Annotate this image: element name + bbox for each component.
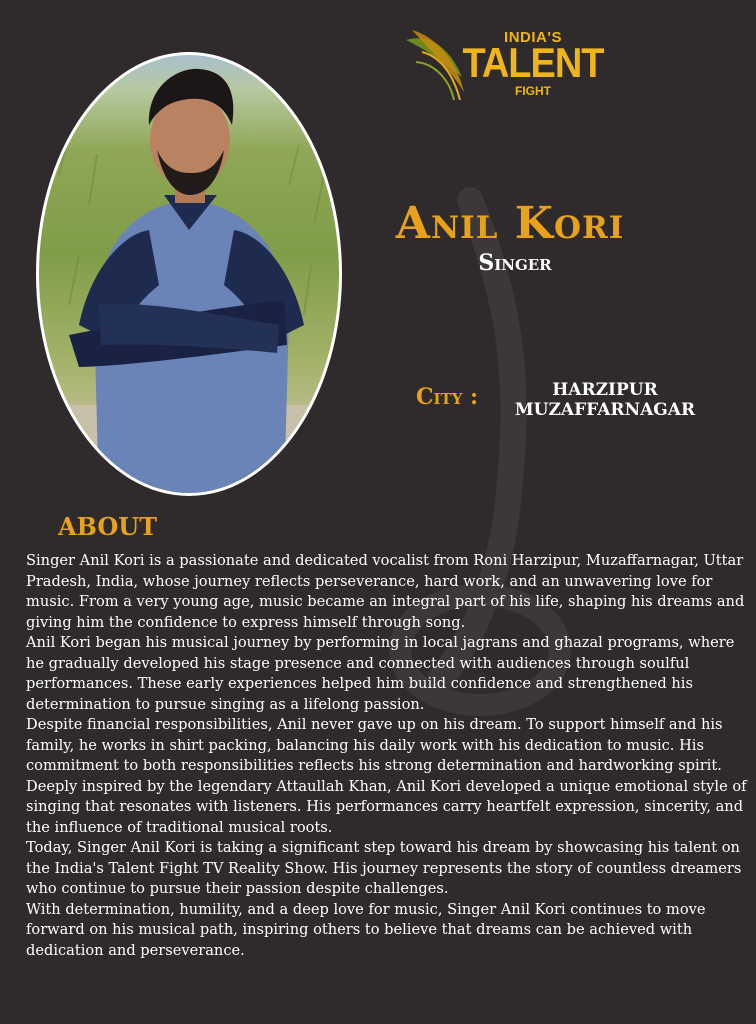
logo-line-2: TALENT: [462, 40, 604, 88]
about-paragraph: Deeply inspired by the legendary Attaullah Khan, Anil Kori developed a unique emotional style of singing that resonates with listeners. His performances carry heartfelt expression, sincerity, and the influence of traditional musical roots.: [26, 777, 747, 836]
city-line-1: HARZIPUR: [552, 380, 658, 400]
about-heading: ABOUT: [58, 512, 158, 541]
city-value: [492, 380, 718, 420]
about-paragraph: Today, Singer Anil Kori is taking a significant step toward his dream by showcasing his talent on the India's Talent Fight TV Reality Show. His journey represents the story of countless dreamers who continue to pursue their passion despite challenges.: [26, 839, 742, 897]
logo-line-3: FIGHT: [515, 84, 551, 98]
logo-line-1: INDIA'S: [504, 29, 562, 46]
about-paragraph: Despite financial responsibilities, Anil never gave up on his dream. To support himself and his family, he works in shirt packing, balancing his daily work with his dedication to music. His commitment to both responsibilities reflects his strong determination and hardworking spirit.: [26, 716, 723, 774]
about-paragraph: Anil Kori began his musical journey by performing in local jagrans and ghazal programs, where he gradually developed his stage presence and connected with audiences through soulful performances. These early experiences helped him build confidence and strengthened his determination to pursue singing as a lifelong passion.: [26, 634, 735, 713]
person-name: Anil Kori: [395, 198, 625, 249]
person-portrait-icon: [39, 55, 342, 496]
about-body: [26, 551, 752, 961]
about-paragraph: Singer Anil Kori is a passionate and dedicated vocalist from Roni Harzipur, Muzaffarnagar, Uttar Pradesh, India, whose journey reflects perseverance, hard work, and an unwavering love for music. From a very young age, music became an integral part of his life, shaping his dreams and giving him the confidence to express himself through song.: [26, 552, 745, 631]
person-role: Singer: [478, 250, 552, 276]
about-paragraph: With determination, humility, and a deep love for music, Singer Anil Kori continues to move forward on his musical path, inspiring others to believe that dreams can be achieved with dedication and perseverance.: [26, 900, 706, 959]
city-label: City :: [416, 384, 479, 410]
profile-photo: [36, 52, 342, 496]
city-line-2: MUZAFFARNAGAR: [514, 400, 696, 420]
